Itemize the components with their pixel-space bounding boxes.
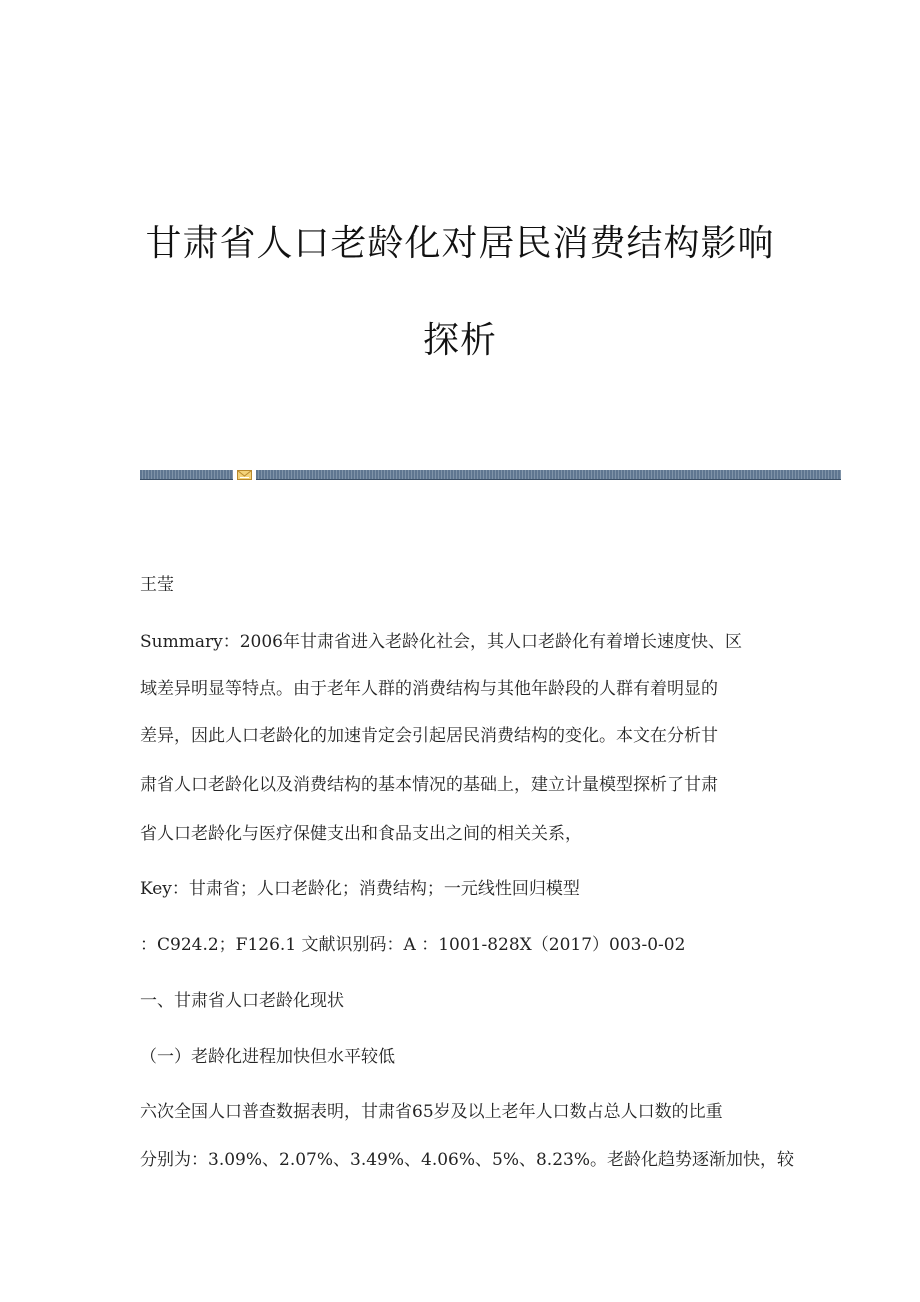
divider-bar-right	[256, 470, 841, 480]
summary-line: 域差异明显等特点。由于老年人群的消费结构与其他年龄段的人群有着明显的	[140, 679, 718, 699]
summary-line: 肃省人口老龄化以及消费结构的基本情况的基础上，建立计量模型探析了甘肃	[140, 775, 718, 795]
document-title-line-2: 探析	[422, 320, 497, 361]
subsection-heading: （一）老龄化进程加快但水平较低	[140, 1047, 395, 1067]
classification-codes: ：C924.2；F126.1 文献识别码：A ：1001-828X（2017）003-0-02	[140, 935, 686, 955]
summary-line: 省人口老龄化与医疗保健支出和食品支出之间的相关关系，	[140, 824, 582, 844]
author-name: 王莹	[140, 575, 174, 595]
section-heading: 一、甘肃省人口老龄化现状	[140, 991, 344, 1011]
envelope-ornament-icon	[237, 470, 252, 480]
summary-line: Summary：2006年甘肃省进入老龄化社会，其人口老龄化有着增长速度快、区	[140, 632, 742, 652]
divider-bar-left	[140, 470, 233, 480]
summary-line: 差异，因此人口老龄化的加速肯定会引起居民消费结构的变化。本文在分析甘	[140, 726, 718, 746]
title-divider	[140, 470, 841, 480]
keywords: Key：甘肃省；人口老龄化；消费结构；一元线性回归模型	[140, 879, 580, 899]
body-paragraph-line: 六次全国人口普查数据表明，甘肃省65岁及以上老年人口数占总人口数的比重	[140, 1102, 723, 1122]
body-paragraph-line: 分别为：3.09%、2.07%、3.49%、4.06%、5%、8.23%。老龄化趋势逐渐加快，较	[140, 1150, 794, 1170]
document-title-line-1: 甘肃省人口老龄化对居民消费结构影响	[145, 223, 775, 264]
